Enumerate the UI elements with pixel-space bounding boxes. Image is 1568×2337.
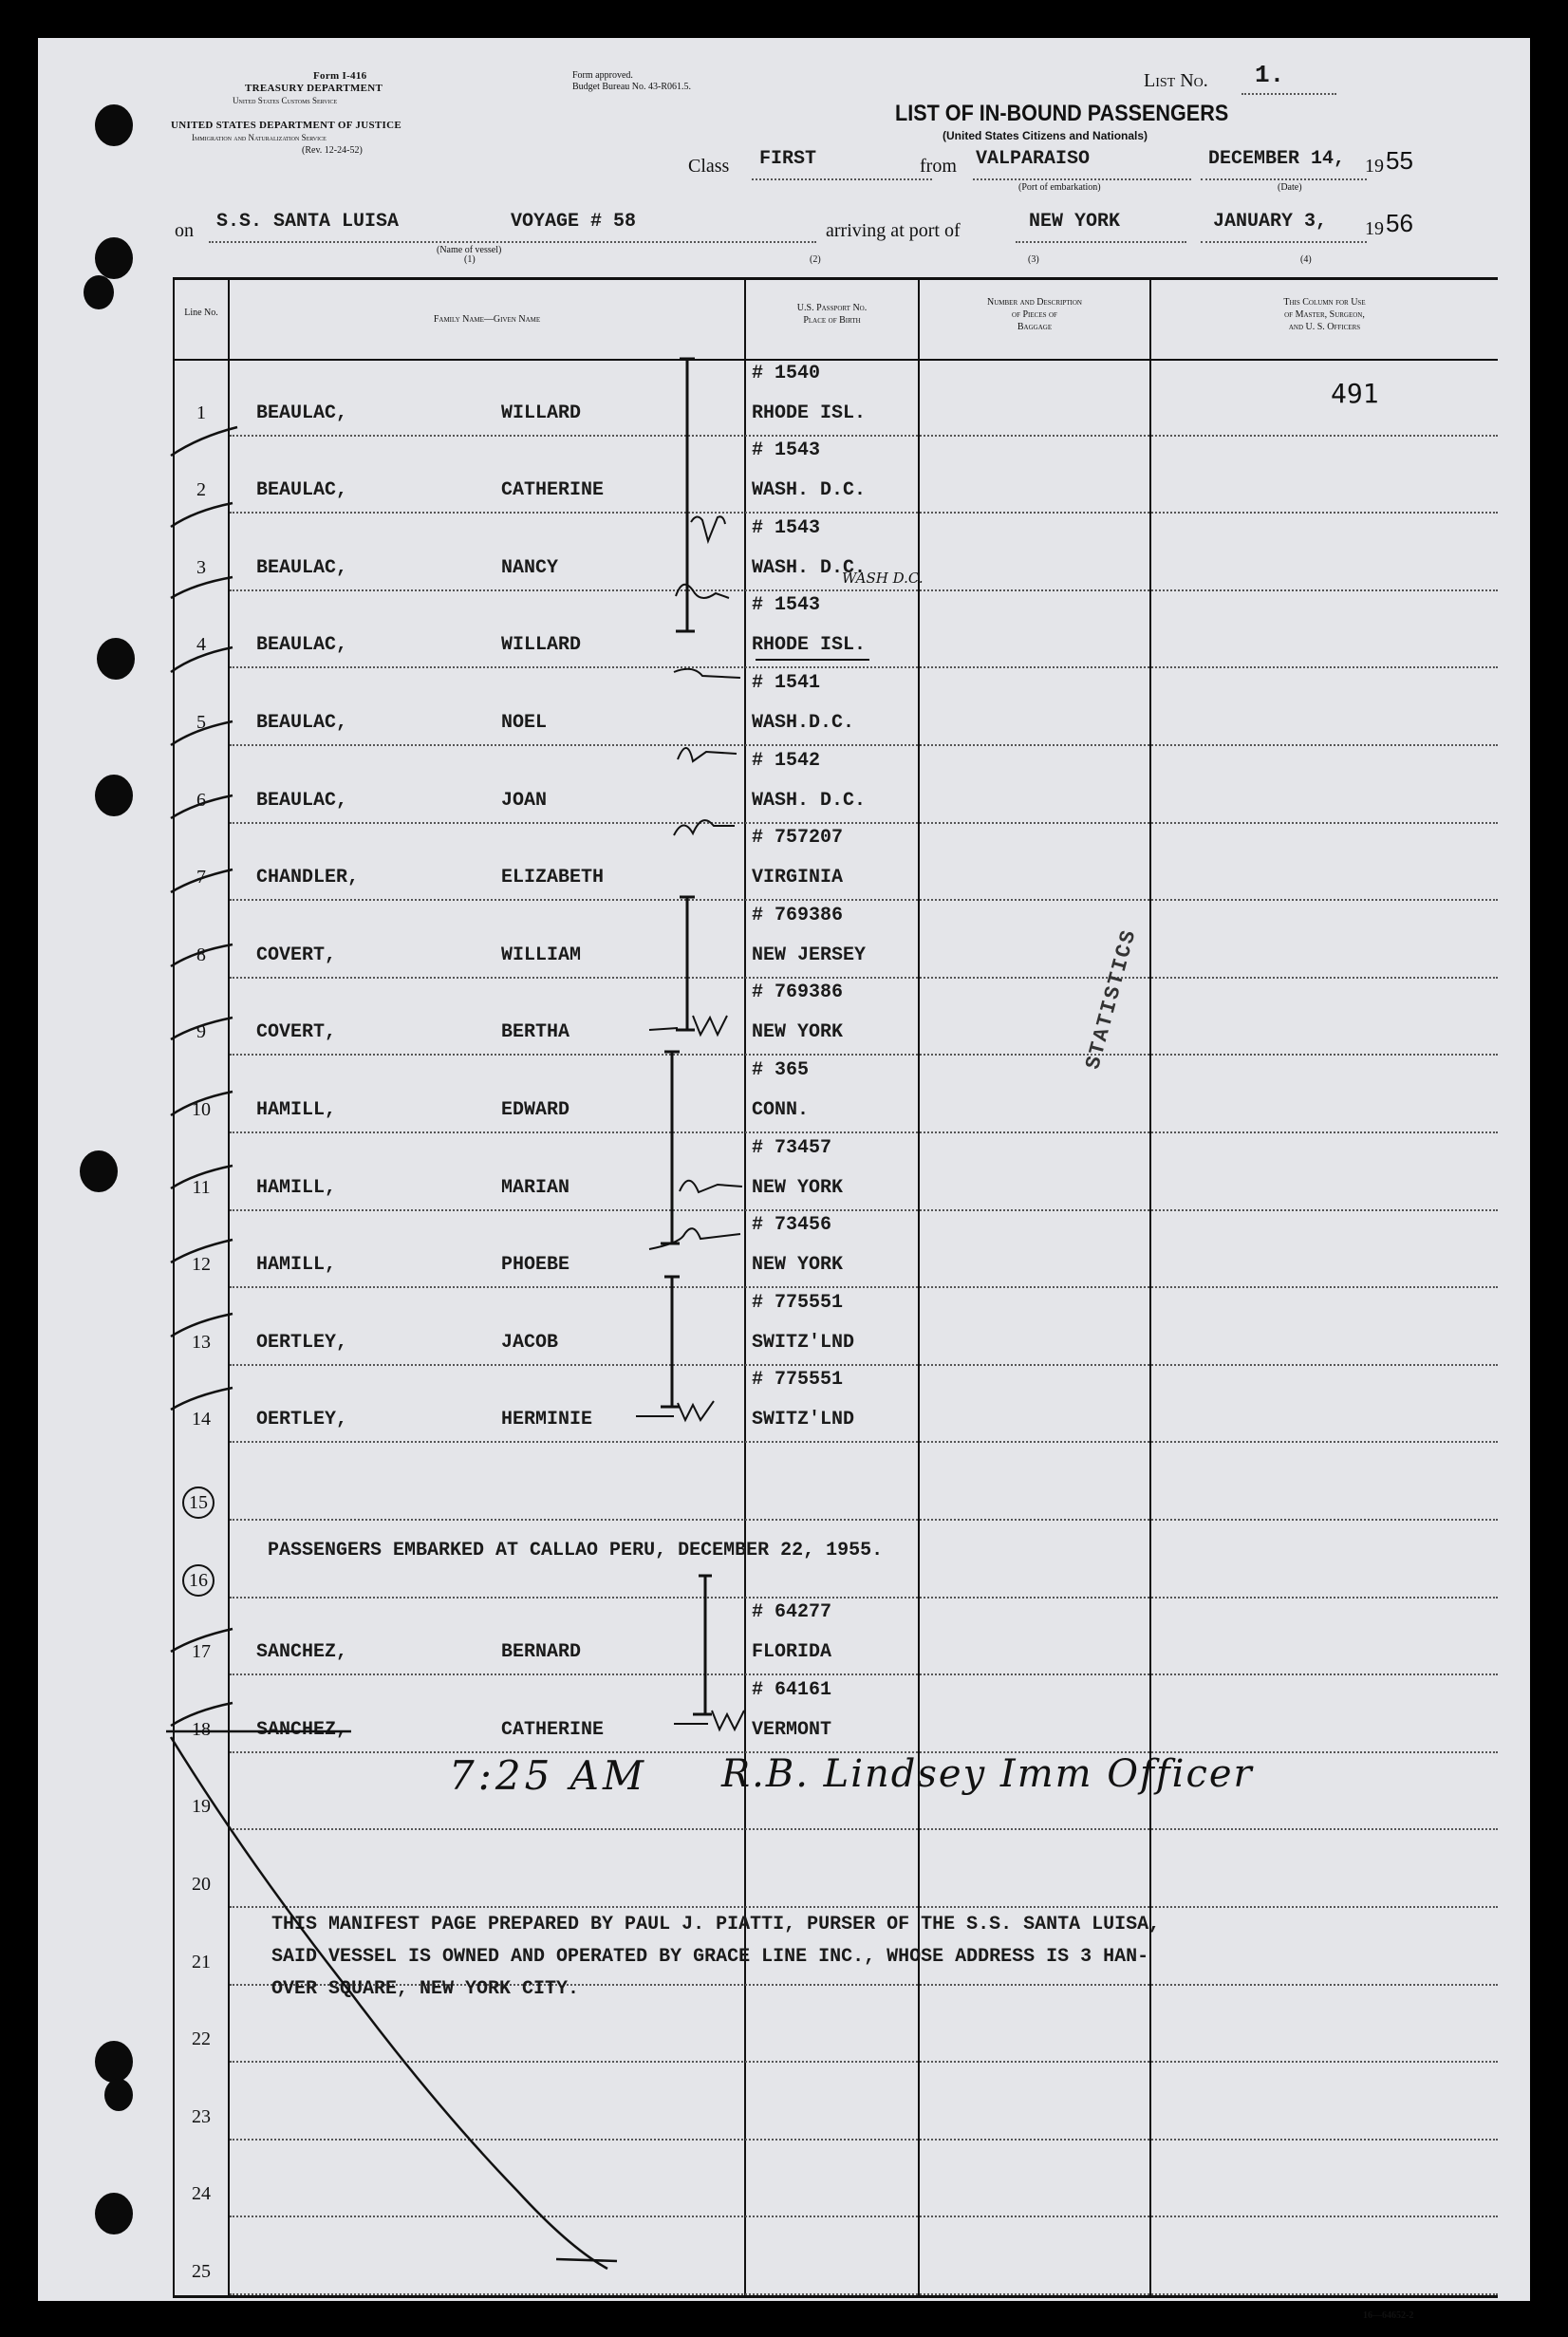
form-number: Form I-416 — [313, 70, 367, 82]
tick-4 — [171, 647, 233, 672]
given-name: WILLARD — [501, 402, 582, 424]
line-number: 12 — [192, 1254, 211, 1275]
form-title: LIST OF IN-BOUND PASSENGERS — [895, 101, 1229, 126]
departure-century: 19 — [1365, 156, 1384, 177]
arriving-port: NEW YORK — [1029, 211, 1121, 233]
line-number: 13 — [192, 1332, 211, 1353]
line-number: 17 — [192, 1641, 211, 1662]
passport-number: # 775551 — [752, 1292, 844, 1314]
on-label: on — [175, 220, 194, 241]
tick-10 — [171, 1092, 233, 1115]
place-of-birth: NEW YORK — [752, 1021, 844, 1043]
family-name: BEAULAC, — [256, 790, 348, 812]
col-num-1: (1) — [464, 254, 476, 265]
line-number: 4 — [196, 634, 206, 655]
passport-number: # 757207 — [752, 827, 844, 849]
passport-number: # 73457 — [752, 1137, 832, 1159]
vessel-name: S.S. SANTA LUISA — [216, 211, 400, 233]
statistics-stamp: STATISTICS — [1081, 925, 1142, 1073]
footer-code: 16—64652-2 — [1363, 2310, 1414, 2321]
tick-1 — [171, 427, 237, 456]
line-number: 15 — [182, 1486, 215, 1519]
manifest-line-3: OVER SQUARE, NEW YORK CITY. — [271, 1978, 580, 2000]
given-name: NOEL — [501, 712, 548, 734]
header-officers-line3: and U. S. Officers — [1288, 322, 1361, 332]
place-of-birth: WASH.D.C. — [752, 712, 855, 734]
line-number: 19 — [192, 1796, 211, 1817]
passport-number: # 73456 — [752, 1214, 832, 1236]
place-of-birth: FLORIDA — [752, 1641, 832, 1663]
passport-number: # 64277 — [752, 1601, 832, 1623]
place-of-birth: NEW JERSEY — [752, 944, 867, 966]
tick-2 — [171, 503, 233, 527]
line-number: 25 — [192, 2261, 211, 2282]
tick-14 — [171, 1388, 233, 1410]
officer-signature: R.B. Lindsey Imm Officer — [721, 1752, 1254, 1796]
line-number: 10 — [192, 1099, 211, 1120]
customs-service: United States Customs Service — [233, 96, 338, 105]
given-name: WILLARD — [501, 634, 582, 656]
tick-13 — [171, 1314, 233, 1337]
line-number: 6 — [196, 790, 206, 811]
given-name: MARIAN — [501, 1177, 570, 1199]
place-of-birth: WASH. D.C. — [752, 790, 867, 812]
header-baggage-line3: Baggage — [1017, 322, 1053, 332]
line-number: 23 — [192, 2106, 211, 2127]
punch-hole — [95, 2193, 133, 2234]
family-name: BEAULAC, — [256, 557, 348, 579]
line-number: 8 — [196, 944, 206, 965]
family-name: BEAULAC, — [256, 479, 348, 501]
passport-number: # 775551 — [752, 1369, 844, 1391]
family-name: HAMILL, — [256, 1254, 337, 1276]
form-approved: Form approved. — [572, 70, 633, 81]
tick-7 — [171, 869, 233, 892]
scribble-row4 — [674, 669, 740, 678]
place-of-birth: RHODE ISL. — [752, 634, 867, 656]
class-value: FIRST — [759, 148, 817, 170]
cancel-line — [171, 1737, 607, 2269]
tick-18 — [171, 1703, 233, 1726]
scribble-dt-row6 — [674, 820, 735, 835]
line-number: 18 — [192, 1719, 211, 1740]
line-number: 7 — [196, 867, 206, 888]
given-name: CATHERINE — [501, 479, 605, 501]
annotation-scribbles — [636, 516, 744, 1729]
departure-year: 55 — [1386, 146, 1413, 175]
line-number: 5 — [196, 712, 206, 733]
line-number: 11 — [192, 1177, 211, 1198]
scribble-dt-row3 — [676, 585, 729, 598]
line-number: 9 — [196, 1021, 206, 1042]
punch-hole — [80, 1150, 118, 1192]
given-name: HERMINIE — [501, 1409, 593, 1430]
passport-number: # 64161 — [752, 1679, 832, 1701]
family-name: HAMILL, — [256, 1099, 337, 1121]
tick-9 — [171, 1018, 233, 1039]
header-officers-line2: of Master, Surgeon, — [1284, 309, 1365, 320]
line-number: 14 — [192, 1409, 211, 1430]
budget-bureau: Budget Bureau No. 43-R061.5. — [572, 82, 691, 92]
header-passport-line2: Place of Birth — [803, 315, 861, 326]
bracket-sanchez — [693, 1576, 712, 1714]
punch-hole — [84, 275, 114, 309]
given-name: JOAN — [501, 790, 548, 812]
from-label: from — [920, 156, 957, 177]
row4-correction: WASH D.C. — [842, 570, 924, 587]
punch-hole — [95, 237, 133, 279]
tick-8 — [171, 944, 233, 966]
family-name: COVERT, — [256, 944, 337, 966]
line-number: 24 — [192, 2183, 211, 2204]
tick-17 — [171, 1629, 233, 1652]
line-number: 3 — [196, 557, 206, 578]
header-officers-line1: This Column for Use — [1283, 297, 1366, 308]
family-name: OERTLEY, — [256, 1409, 348, 1430]
passport-number: # 1543 — [752, 517, 821, 539]
place-of-birth: NEW YORK — [752, 1177, 844, 1199]
scribble-dt-row5 — [678, 748, 737, 761]
list-no-value: 1. — [1255, 61, 1285, 89]
punch-hole — [104, 2079, 133, 2111]
tick-12 — [171, 1240, 233, 1262]
line-number: 2 — [196, 479, 206, 500]
punch-hole — [97, 638, 135, 680]
departure-date: DECEMBER 14, — [1208, 148, 1346, 170]
handwritten-time: 7:25 AM — [449, 1752, 648, 1799]
given-name: PHOEBE — [501, 1254, 570, 1276]
passport-number: # 365 — [752, 1059, 810, 1081]
passport-number: # 1540 — [752, 363, 821, 384]
place-of-birth: SWITZ'LND — [752, 1409, 855, 1430]
given-name: BERTHA — [501, 1021, 570, 1043]
manifest-page — [38, 38, 1530, 2321]
given-name: ELIZABETH — [501, 867, 605, 888]
given-name: JACOB — [501, 1332, 559, 1354]
passport-number: # 769386 — [752, 905, 844, 926]
callao-note: PASSENGERS EMBARKED AT CALLAO PERU, DECEMBER 22, 1955. — [268, 1540, 884, 1561]
arrival-year: 56 — [1386, 209, 1413, 237]
tick-3 — [171, 577, 233, 598]
family-name: BEAULAC, — [256, 402, 348, 424]
col-num-4: (4) — [1300, 254, 1312, 265]
place-of-birth: VIRGINIA — [752, 867, 844, 888]
family-name: CHANDLER, — [256, 867, 360, 888]
place-of-birth: NEW YORK — [752, 1254, 844, 1276]
header-passport-line1: U.S. Passport No. — [796, 303, 868, 313]
line-number: 22 — [192, 2029, 211, 2049]
list-no-label: List No. — [1144, 70, 1208, 91]
place-of-birth: WASH. D.C. — [752, 557, 867, 579]
justice-dept: UNITED STATES DEPARTMENT OF JUSTICE — [171, 120, 401, 131]
family-name: BEAULAC, — [256, 712, 348, 734]
manifest-line-1: THIS MANIFEST PAGE PREPARED BY PAUL J. PIATTI, PURSER OF THE S.S. SANTA LUISA, — [271, 1914, 1161, 1935]
scribble-w-row2 — [691, 516, 725, 541]
pencil-marks — [38, 38, 1530, 2301]
punch-hole — [95, 104, 133, 146]
place-of-birth: RHODE ISL. — [752, 402, 867, 424]
date-caption: (Date) — [1278, 182, 1302, 193]
arriving-label: arriving at port of — [826, 220, 961, 241]
tick-11 — [171, 1166, 233, 1188]
given-name: EDWARD — [501, 1099, 570, 1121]
treasury-dept: TREASURY DEPARTMENT — [245, 83, 383, 94]
family-name: COVERT, — [256, 1021, 337, 1043]
manifest-line-2: SAID VESSEL IS OWNED AND OPERATED BY GRACE LINE INC., WHOSE ADDRESS IS 3 HAN- — [271, 1946, 1149, 1968]
passport-number: # 1543 — [752, 594, 821, 616]
embark-caption: (Port of embarkation) — [1018, 182, 1101, 193]
place-of-birth: SWITZ'LND — [752, 1332, 855, 1354]
vessel-caption: (Name of vessel) — [437, 245, 502, 255]
passport-number: # 1543 — [752, 439, 821, 461]
from-value: VALPARAISO — [976, 148, 1091, 170]
line-number: 1 — [196, 402, 206, 423]
col-num-3: (3) — [1028, 254, 1039, 265]
ins-service: Immigration and Naturalization Service — [192, 133, 327, 142]
scribble-dt-row12 — [649, 1228, 740, 1249]
scribble-w-row14 — [636, 1401, 714, 1420]
voyage-number: VOYAGE # 58 — [511, 211, 637, 233]
family-name: SANCHEZ, — [256, 1719, 348, 1741]
form-subtitle: (United States Citizens and Nationals) — [943, 129, 1148, 142]
given-name: NANCY — [501, 557, 559, 579]
arrival-date: JANUARY 3, — [1213, 211, 1328, 233]
bracket-oertley — [661, 1277, 680, 1407]
family-name: OERTLEY, — [256, 1332, 348, 1354]
row-tick-marks — [166, 427, 617, 2269]
punch-hole — [95, 775, 133, 816]
tick-6 — [171, 795, 233, 818]
punch-hole — [95, 2041, 133, 2083]
given-name: BERNARD — [501, 1641, 582, 1663]
place-of-birth: VERMONT — [752, 1719, 832, 1741]
header-baggage-line2: of Pieces of — [1012, 309, 1057, 320]
place-of-birth: WASH. D.C. — [752, 479, 867, 501]
family-name: HAMILL, — [256, 1177, 337, 1199]
scribble-dt-row11 — [680, 1181, 742, 1192]
header-line-no: Line No. — [184, 308, 218, 318]
bracket-hamill — [661, 1052, 680, 1243]
class-label: Class — [688, 156, 730, 177]
passport-number: # 769386 — [752, 982, 844, 1003]
line-number: 20 — [192, 1874, 211, 1895]
family-name: SANCHEZ, — [256, 1641, 348, 1663]
place-of-birth: CONN. — [752, 1099, 810, 1121]
given-name: WILLIAM — [501, 944, 582, 966]
cancel-line-end — [556, 2259, 617, 2261]
line-number: 21 — [192, 1952, 211, 1972]
officer-note: 491 — [1331, 378, 1379, 409]
family-brackets — [661, 359, 712, 1714]
line-number: 16 — [182, 1564, 215, 1597]
header-name: Family Name—Given Name — [433, 314, 541, 325]
col-num-2: (2) — [810, 254, 821, 265]
passport-number: # 1542 — [752, 750, 821, 772]
family-name: BEAULAC, — [256, 634, 348, 656]
bracket-covert — [676, 897, 695, 1030]
given-name: CATHERINE — [501, 1719, 605, 1741]
arrival-century: 19 — [1365, 218, 1384, 239]
rev-date: (Rev. 12-24-52) — [302, 145, 363, 156]
header-baggage-line1: Number and Description — [987, 297, 1082, 308]
tick-5 — [171, 721, 233, 745]
passport-number: # 1541 — [752, 672, 821, 694]
